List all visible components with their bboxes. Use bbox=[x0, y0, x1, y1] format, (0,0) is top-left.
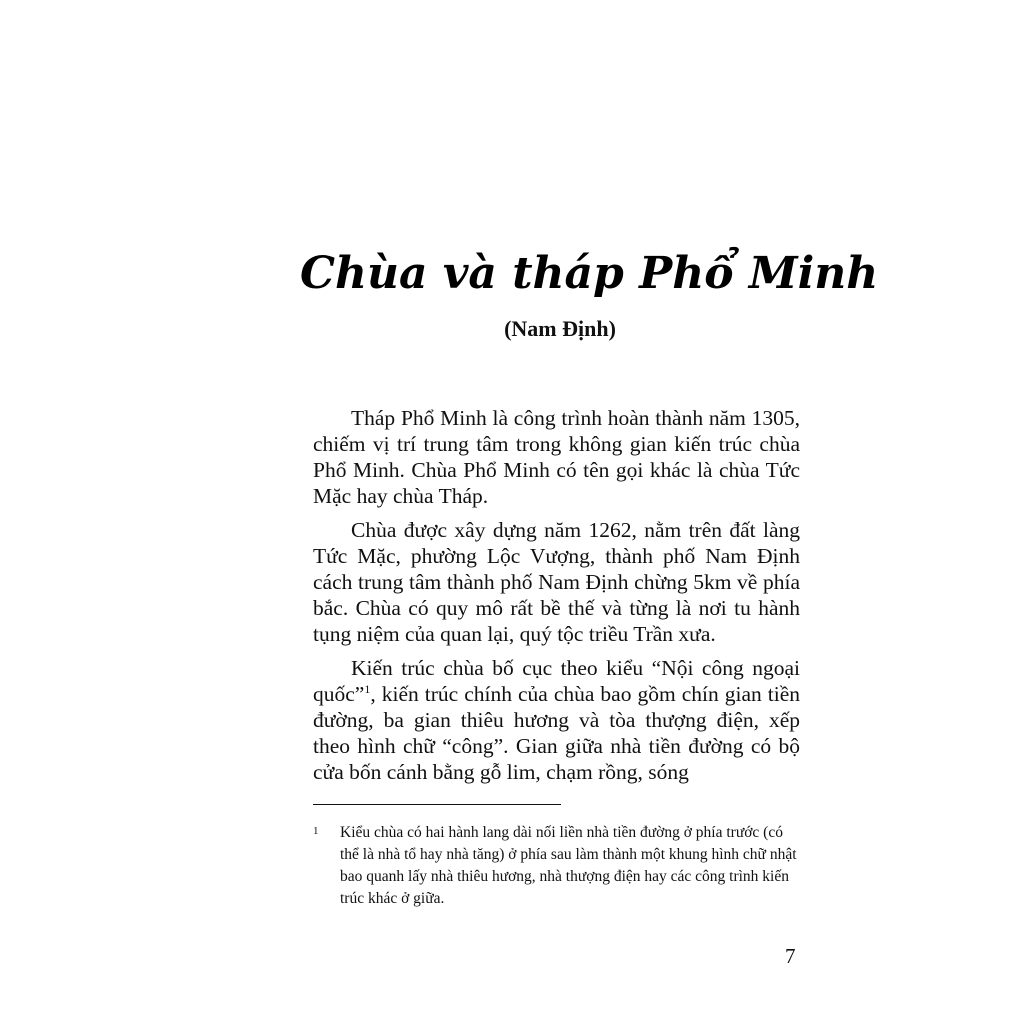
footnote-reference: 1 bbox=[364, 681, 371, 696]
page-number: 7 bbox=[785, 944, 796, 968]
footnote-divider bbox=[313, 804, 561, 805]
page-title: Chùa và tháp Phổ Minh bbox=[300, 248, 879, 299]
footnote bbox=[313, 822, 800, 910]
paragraph-3-end: , kiến trúc chính của chùa bao gồm chín gian tiền đường, ba gian thiêu hương và tòa thượng điện, xếp theo hình chữ “công”. Gian giữa nhà tiền đường có bộ cửa bốn cánh bằng gỗ lim, chạm rồng, sóng bbox=[313, 682, 800, 784]
footnote-text: Kiểu chùa có hai hành lang dài nối liền nhà tiền đường ở phía trước (có thể là nhà tổ hay nhà tăng) ở phía sau làm thành một khung hình chữ nhật bao quanh lấy nhà thiêu hương, nhà thượng điện hay các công trình kiến trúc khác ở giữa. bbox=[340, 824, 797, 907]
paragraph-2: Chùa được xây dựng năm 1262, nằm trên đất làng Tức Mặc, phường Lộc Vượng, thành phố Nam Định cách trung tâm thành phố Nam Định chừng 5km về phía bắc. Chùa có quy mô rất bề thế và từng là nơi tu hành tụng niệm của quan lại, quý tộc triều Trần xưa. bbox=[313, 518, 800, 646]
paragraph-1: Tháp Phổ Minh là công trình hoàn thành năm 1305, chiếm vị trí trung tâm trong không gian kiến trúc chùa Phổ Minh. Chùa Phổ Minh có tên gọi khác là chùa Tức Mặc hay chùa Tháp. bbox=[313, 406, 800, 508]
footnote-mark: 1 bbox=[313, 825, 319, 837]
body-text bbox=[313, 405, 800, 793]
page-subtitle: (Nam Định) bbox=[504, 316, 616, 341]
paragraph-3-start: Kiến trúc chùa bố cục theo kiểu “Nội công ngoại quốc” bbox=[313, 656, 800, 706]
paragraph-3 bbox=[313, 655, 800, 785]
